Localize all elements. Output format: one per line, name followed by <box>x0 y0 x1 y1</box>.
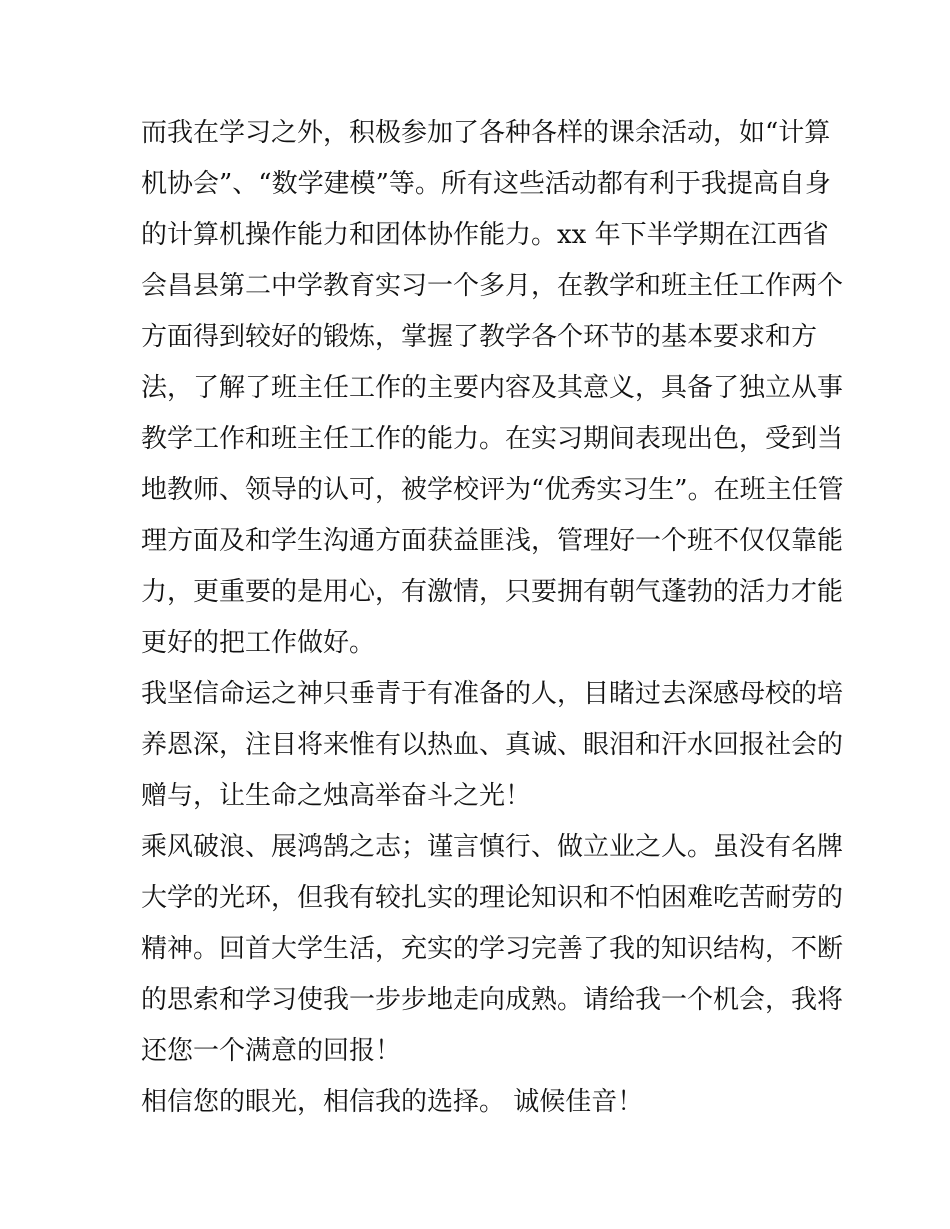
text-line: 方面得到较好的锻炼，掌握了教学各个环节的基本要求和方 <box>141 322 818 352</box>
paragraph-closing <box>141 1077 816 1128</box>
text-line: 教学工作和班主任工作的能力。在实习期间表现出色，受到当 <box>141 424 844 454</box>
text-line: 法，了解了班主任工作的主要内容及其意义，具备了独立从事 <box>141 373 844 403</box>
text-line: 赠与，让生命之烛高举奋斗之光！ <box>141 781 532 811</box>
paragraph-aspiration <box>141 822 844 1077</box>
text-line: 大学的光环，但我有较扎实的理论知识和不怕困难吃苦耐劳的 <box>141 883 844 913</box>
text-line: 相信您的眼光，相信我的选择。 诚候佳音！ <box>141 1087 644 1117</box>
text-line: 理方面及和学生沟通方面获益匪浅，管理好一个班不仅仅靠能 <box>141 526 844 556</box>
text-line: 的思索和学习使我一步步地走向成熟。请给我一个机会，我将 <box>141 985 844 1015</box>
text-line: 而我在学习之外，积极参加了各种各样的课余活动，如“计算 <box>141 118 831 148</box>
text-line: 更好的把工作做好。 <box>141 628 376 658</box>
text-line: 机协会”、“数学建模”等。所有这些活动都有利于我提高自身 <box>141 169 831 199</box>
text-line: 还您一个满意的回报！ <box>141 1036 402 1066</box>
text-line: 养恩深，注目将来惟有以热血、真诚、眼泪和汗水回报社会的 <box>141 730 844 760</box>
text-line: 精神。回首大学生活，充实的学习完善了我的知识结构，不断 <box>141 934 844 964</box>
text-line: 会昌县第二中学教育实习一个多月，在教学和班主任工作两个 <box>141 271 844 301</box>
text-line: 乘风破浪、展鸿鹄之志；谨言慎行、做立业之人。虽没有名牌 <box>141 832 844 862</box>
document-body <box>141 108 844 1128</box>
text-line: 的计算机操作能力和团体协作能力。xx 年下半学期在江西省 <box>141 220 829 250</box>
text-line: 我坚信命运之神只垂青于有准备的人，目睹过去深感母校的培 <box>141 679 844 709</box>
text-line: 地教师、领导的认可，被学校评为“优秀实习生”。在班主任管 <box>141 475 844 505</box>
paragraph-belief <box>141 669 844 822</box>
paragraph-activities <box>141 108 844 669</box>
text-line: 力，更重要的是用心，有激情，只要拥有朝气蓬勃的活力才能 <box>141 577 844 607</box>
